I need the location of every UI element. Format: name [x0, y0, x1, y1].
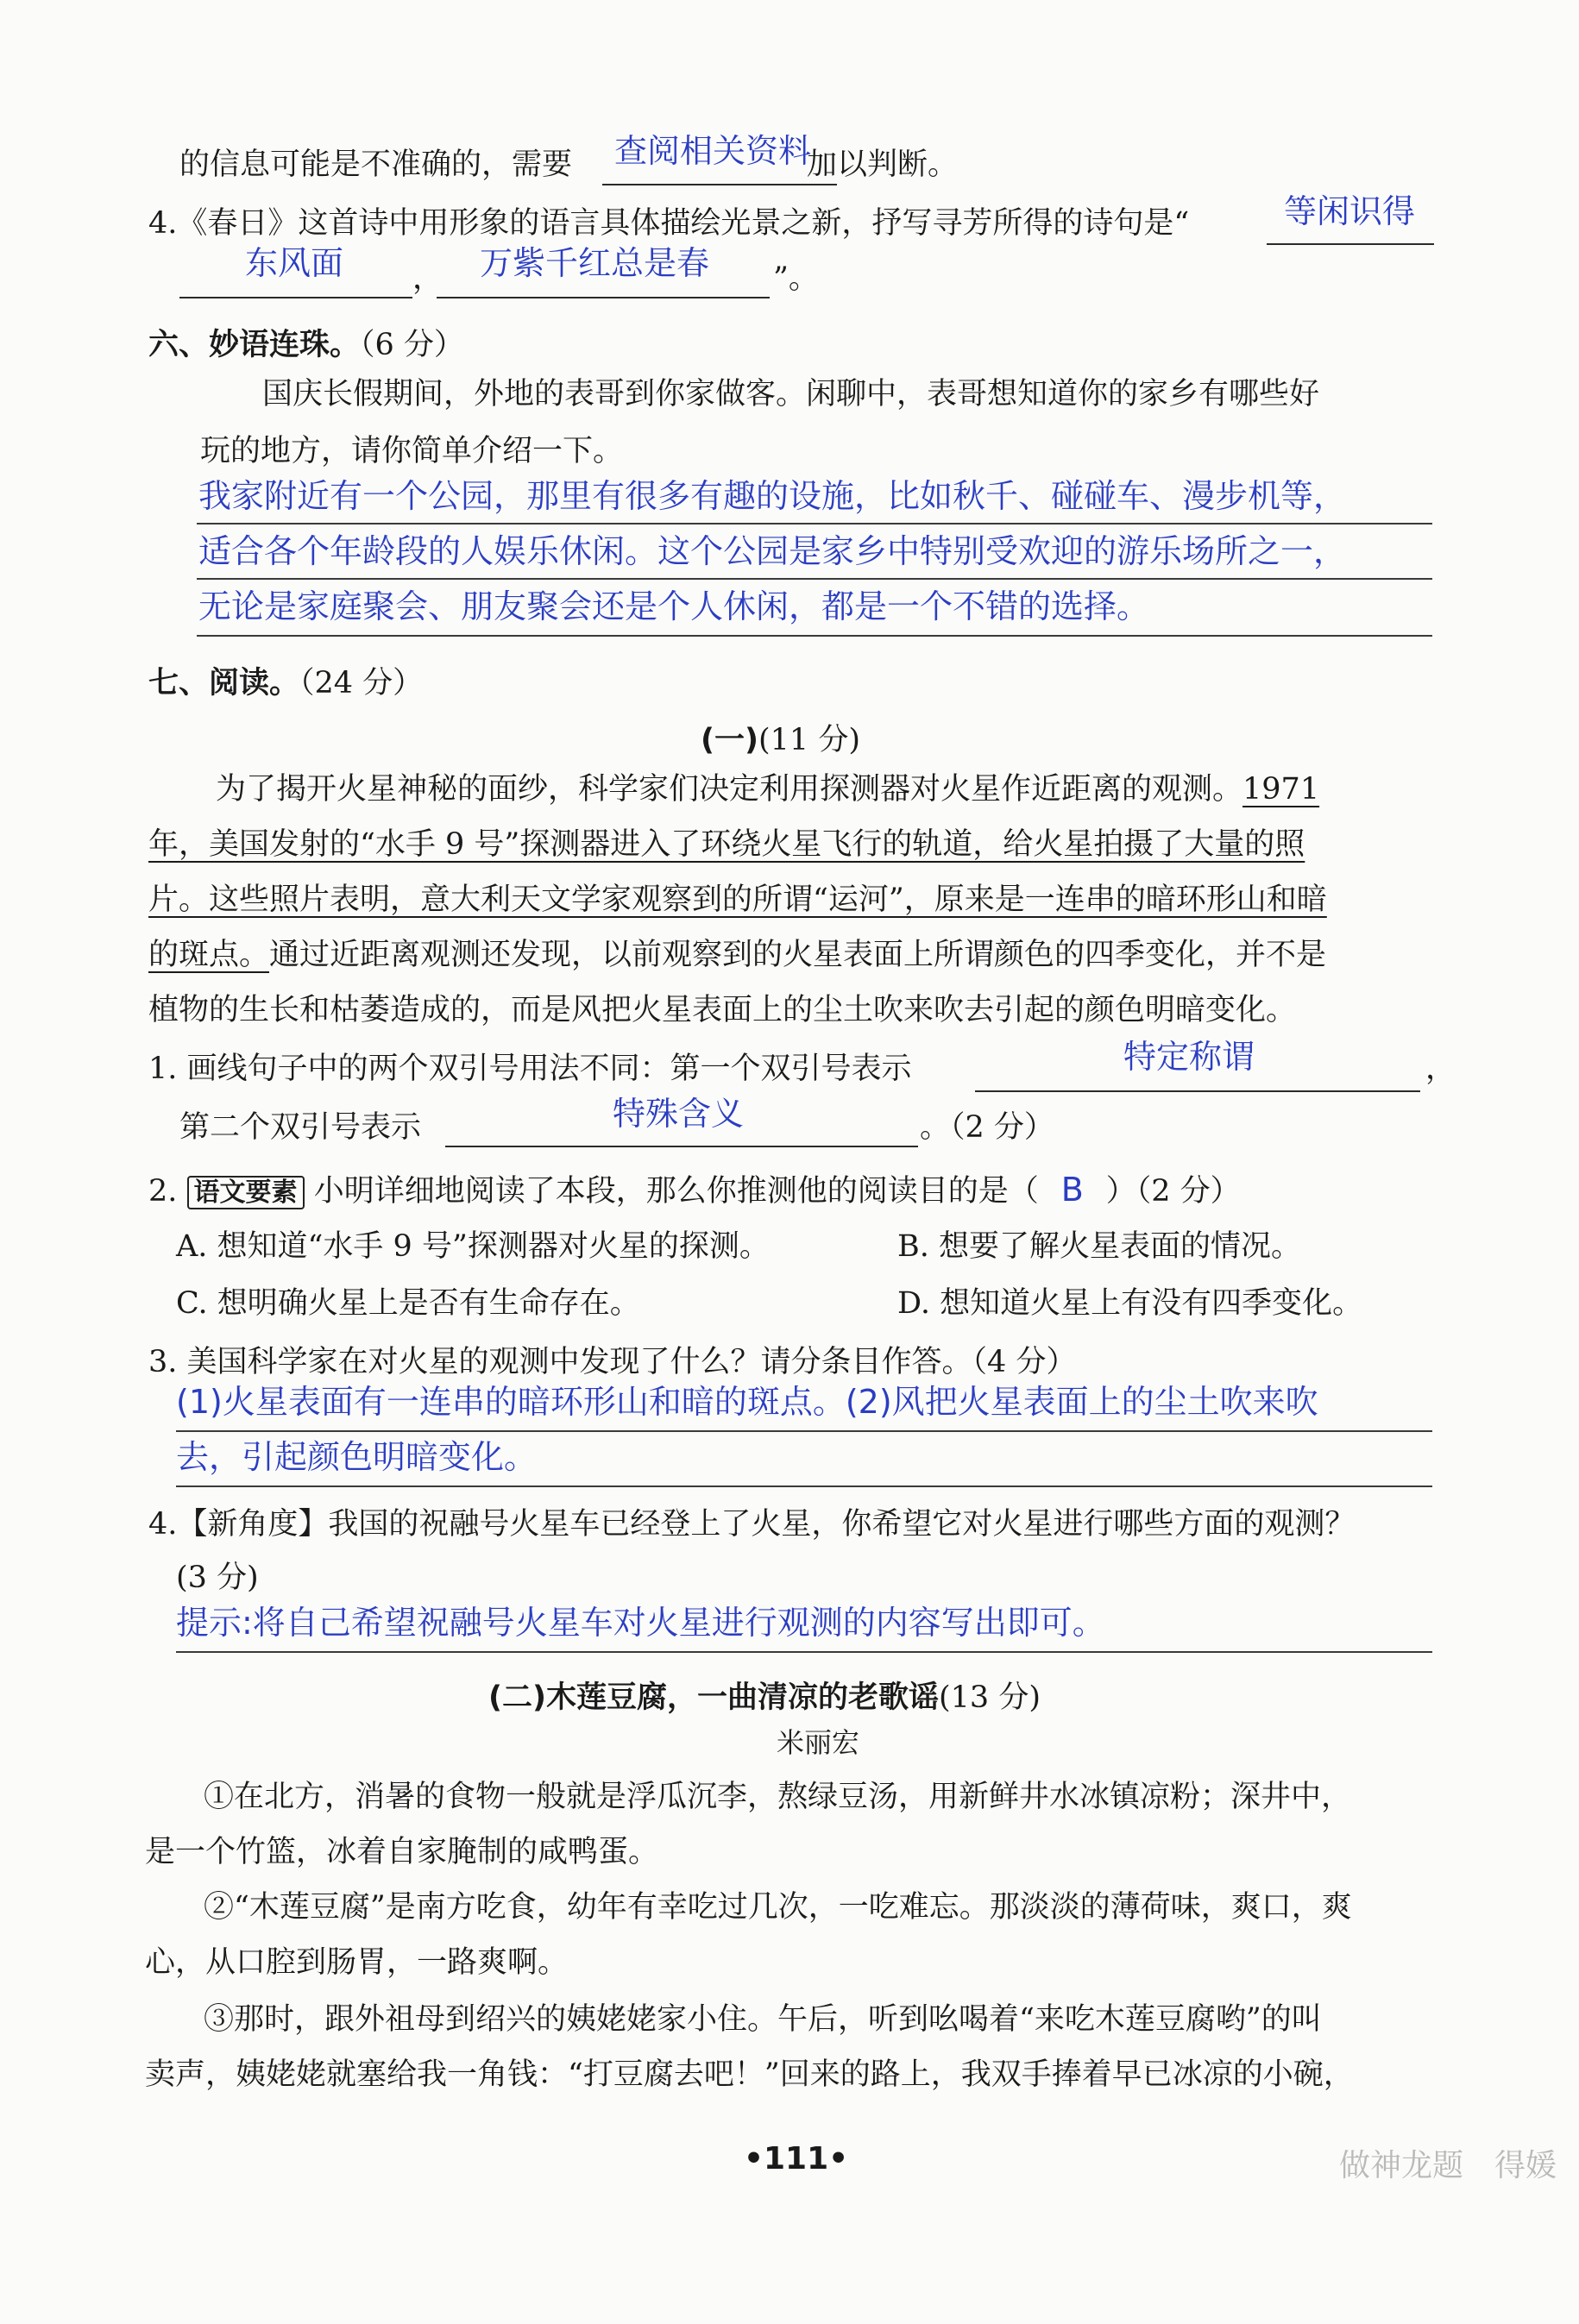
blank-line [179, 297, 412, 298]
section-6-answer: 无论是家庭聚会、朋友聚会还是个人休闲，都是一个不错的选择。 [198, 587, 1150, 625]
blank-line [437, 297, 770, 298]
passage-line: 植物的生长和枯萎造成的，而是风把火星表面上的尘土吹来吹去引起的颜色明暗变化。 [148, 993, 1297, 1027]
passage-2-line: 是一个竹篮，冰着自家腌制的咸鸭蛋。 [145, 1835, 659, 1869]
part-2-title: (二)木莲豆腐，一曲清凉的老歌谣(13 分) [488, 1680, 1041, 1715]
option-d: D. 想知道火星上有没有四季变化。 [897, 1286, 1363, 1321]
writing-line [197, 635, 1432, 637]
answer-choice: B [1060, 1171, 1084, 1209]
writing-line [176, 1430, 1432, 1432]
q4-points: (3 分) [176, 1561, 259, 1595]
page-number: •111• [744, 2141, 849, 2176]
part-2-author: 米丽宏 [777, 1726, 860, 1759]
section-6-answer: 适合各个年龄段的人娱乐休闲。这个公园是家乡中特别受欢迎的游乐场所之一， [198, 532, 1347, 570]
blank-line [445, 1146, 918, 1147]
writing-line [197, 578, 1432, 580]
option-c: C. 想明确火星上是否有生命存在。 [176, 1286, 640, 1321]
blank-line [602, 184, 837, 185]
option-a: A. 想知道“水手 9 号”探测器对火星的探测。 [176, 1229, 770, 1264]
blank-line [975, 1090, 1420, 1092]
passage-line-underlined: 片。这些照片表明，意大利天文学家观察到的所谓“运河”，原来是一连串的暗环形山和暗 [148, 882, 1327, 917]
section-7-heading: 七、阅读。（24 分） [148, 666, 424, 700]
writing-line [197, 523, 1432, 524]
section-6-prompt: 玩的地方，请你简单介绍一下。 [200, 434, 624, 468]
q4-line: 4.【新角度】我国的祝融号火星车已经登上了火星，你希望它对火星进行哪些方面的观测？ [148, 1507, 1356, 1542]
q3-line: 3. 美国科学家在对火星的观测中发现了什么？请分条目作答。（4 分） [148, 1345, 1077, 1379]
option-b: B. 想要了解火星表面的情况。 [897, 1229, 1301, 1264]
answer-second-quotes: 特殊含义 [613, 1095, 745, 1133]
section-6-heading: 六、妙语连珠。（6 分） [148, 328, 464, 362]
section-6-prompt: 国庆长假期间，外地的表哥到你家做客。闲聊中，表哥想知道你的家乡有哪些好 [262, 377, 1320, 411]
passage-2-line: 卖声，姨姥姥就塞给我一角钱：“打豆腐去吧！”回来的路上，我双手捧着早已冰凉的小碗， [145, 2057, 1354, 2092]
question-4-line: 4.《春日》这首诗中用形象的语言具体描绘光景之新，抒写寻芳所得的诗句是“ [148, 206, 1190, 241]
watermark: 做神龙题 得媛 [1339, 2148, 1557, 2183]
intro-line: 的信息可能是不准确的，需要 加以判断。 [179, 148, 959, 182]
writing-line [176, 1651, 1432, 1653]
blank-line [1267, 243, 1434, 245]
writing-line [176, 1485, 1432, 1487]
answer-poem-part1: 等闲识得 [1284, 192, 1416, 230]
answer-first-quotes: 特定称谓 [1123, 1038, 1255, 1076]
passage-2-line: ③那时，跟外祖母到绍兴的姨姥姥家小住。午后，听到吆喝着“来吃木莲豆腐哟”的叫 [204, 2002, 1322, 2037]
skill-tag: 语文要素 [187, 1176, 305, 1209]
passage-2-line: 心，从口腔到肠胃，一路爽啊。 [145, 1945, 569, 1980]
q3-answer: 去，引起颜色明暗变化。 [176, 1438, 538, 1476]
q4-answer: 提示:将自己希望祝融号火星车对火星进行观测的内容写出即可。 [176, 1604, 1105, 1642]
passage-2-line: ①在北方，消暑的食物一般就是浮瓜沉李，熬绿豆汤，用新鲜井水冰镇凉粉；深井中， [204, 1780, 1352, 1814]
passage-line: 为了揭开火星神秘的面纱，科学家们决定利用探测器对火星作近距离的观测。1971 [216, 772, 1320, 807]
section-6-answer: 我家附近有一个公园，那里有很多有趣的设施，比如秋千、碰碰车、漫步机等， [198, 477, 1347, 515]
passage-line: 的斑点。通过近距离观测还发现，以前观察到的火星表面上所谓颜色的四季变化，并不是 [148, 938, 1327, 972]
q1-comma: ， [1425, 1052, 1456, 1086]
answer-poem-part2: 东风面 [245, 244, 344, 282]
poem-close: ”。 [773, 261, 819, 296]
q2-line: 2. 语文要素 小明详细地阅读了本段，那么你推测他的阅读目的是（ B ）（2 分） [148, 1171, 1241, 1209]
q1-line: 第二个双引号表示 [179, 1110, 422, 1145]
q1-points: 。（2 分） [920, 1110, 1054, 1145]
poem-comma: ， [412, 261, 444, 296]
passage-line-underlined: 年，美国发射的“水手 9 号”探测器进入了环绕火星飞行的轨道，给火星拍摄了大量的照 [148, 827, 1305, 862]
q1-line: 1. 画线句子中的两个双引号用法不同：第一个双引号表示 [148, 1052, 912, 1086]
part-1-title: (一)(11 分) [701, 723, 860, 757]
answer-check-sources: 查阅相关资料 [614, 132, 812, 170]
q3-answer: (1)火星表面有一连串的暗环形山和暗的斑点。(2)风把火星表面上的尘土吹来吹 [176, 1383, 1318, 1421]
passage-2-line: ②“木莲豆腐”是南方吃食，幼年有幸吃过几次，一吃难忘。那淡淡的薄荷味，爽口，爽 [204, 1890, 1352, 1925]
answer-poem-part3: 万紫千红总是春 [480, 244, 710, 282]
